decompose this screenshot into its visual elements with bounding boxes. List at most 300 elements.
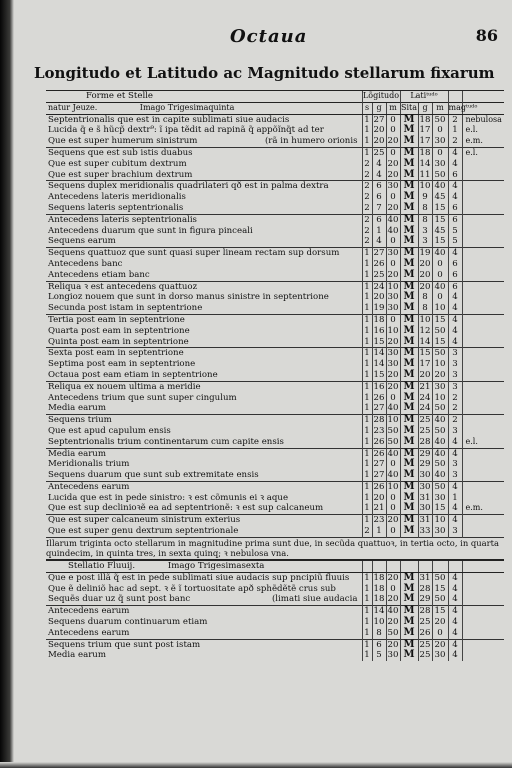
lat-direction-cell: M xyxy=(400,303,418,314)
lat-minute-cell: 10 xyxy=(432,303,448,314)
long-minute-cell: 40 xyxy=(387,606,399,617)
long-degree-cell: 6 xyxy=(372,214,386,225)
long-minute-cell: 10 xyxy=(387,325,399,336)
star-desc-text: Que est super cubitum dextrum xyxy=(48,158,187,169)
lat-minute-cell: 40 xyxy=(432,181,448,192)
note-cell: e.l. xyxy=(462,125,504,136)
long-degree-cell: 4 xyxy=(372,159,386,170)
magnitude-cell: 4 xyxy=(448,292,462,303)
magnitude-cell: 4 xyxy=(448,639,462,650)
star-description xyxy=(46,437,362,448)
signum-cell: 2 xyxy=(362,214,372,225)
table-row xyxy=(46,426,504,437)
table-row xyxy=(46,248,504,259)
star-description xyxy=(46,248,362,259)
magnitude-cell: 6 xyxy=(448,281,462,292)
note-cell xyxy=(462,259,504,270)
lat-degree-cell: 31 xyxy=(419,492,431,503)
star-desc-text: Lucida q̃ e s̃ hũcp̃ dextr⁹: ĩ ipa tẽdit ad rapinã q̃ appõĩnq̃t ad ter xyxy=(48,125,324,136)
lat-degree-cell: 29 xyxy=(419,594,431,605)
note-cell: e.m. xyxy=(462,136,504,147)
long-minute-cell: 20 xyxy=(387,381,399,392)
signum-cell: 1 xyxy=(362,270,372,281)
star-desc-text: Que est super humerum sinistrum xyxy=(48,136,198,147)
star-desc-text: Media earum xyxy=(48,650,106,661)
table-row xyxy=(46,481,504,492)
long-degree-cell: 4 xyxy=(372,236,386,247)
lat-degree-cell: 25 xyxy=(419,415,431,426)
magnitude-cell: 4 xyxy=(448,448,462,459)
long-minute-cell: 0 xyxy=(386,236,400,247)
star-description xyxy=(46,503,362,514)
table-row xyxy=(46,359,504,370)
star-description xyxy=(46,136,362,147)
magnitude-cell: 6 xyxy=(448,170,462,181)
lat-degree-cell: 14 xyxy=(419,336,431,347)
long-minute-cell: 40 xyxy=(387,214,399,225)
lat-direction-cell: M xyxy=(400,503,418,514)
star-description xyxy=(46,147,362,158)
signum-cell: 1 xyxy=(362,348,372,359)
lat-degree-cell: 14 xyxy=(419,158,431,169)
table-row xyxy=(46,403,504,414)
lat-minute-cell: 50 xyxy=(432,114,448,125)
magnitude-cell: 6 xyxy=(448,214,462,225)
lat-direction-cell: M xyxy=(400,192,418,203)
table-row xyxy=(46,493,504,504)
long-minute-cell: 30 xyxy=(387,650,399,661)
signum-cell: 1 xyxy=(362,314,372,325)
lat-degree-cell: 10 xyxy=(419,181,431,192)
book-page xyxy=(28,10,504,762)
star-desc-text: Que est super calcaneum sinistrum exterius xyxy=(48,515,241,526)
lat-direction-cell: M xyxy=(400,214,418,225)
lat-minute-cell: 30 xyxy=(432,136,448,147)
magnitude-cell: 2 xyxy=(448,415,462,426)
star-description xyxy=(46,493,362,504)
lat-degree-cell: 30 xyxy=(419,503,431,514)
long-degree-cell: 26 xyxy=(373,448,385,459)
star-desc-text: Quarta post eam in septentrione xyxy=(48,325,190,336)
magnitude-cell: 6 xyxy=(448,203,462,214)
magnitude-cell: 3 xyxy=(448,348,462,359)
lat-direction-cell: M xyxy=(400,459,418,470)
note-cell xyxy=(462,192,504,203)
note-cell xyxy=(462,515,504,526)
lat-minute-cell: 50 xyxy=(432,170,448,181)
signum-cell: 1 xyxy=(362,594,372,605)
lat-degree-cell: 9 xyxy=(418,192,432,203)
star-description xyxy=(46,584,362,595)
star-desc-text: Septentrionalis que est in capite sublimati siue audacis xyxy=(48,114,290,125)
note-cell xyxy=(462,292,504,303)
lat-direction-cell: M xyxy=(400,393,418,404)
star-desc-text: Media earum xyxy=(48,448,106,459)
table-row xyxy=(46,459,504,470)
note-cell xyxy=(462,337,504,348)
long-minute-cell: 20 xyxy=(387,336,399,347)
lat-minute-cell: 50 xyxy=(432,326,448,337)
long-minute-cell: 40 xyxy=(387,448,399,459)
long-minute-cell: 50 xyxy=(387,627,399,638)
lat-minute-cell: 30 xyxy=(432,493,448,504)
long-degree-cell: 15 xyxy=(373,336,385,347)
table-title: Longitudo et Latitudo ac Magnitudo stellarum fixarum xyxy=(34,64,495,82)
lat-direction-cell: M xyxy=(400,515,418,526)
star-description xyxy=(46,572,362,583)
star-description xyxy=(46,314,362,325)
signum-cell: 1 xyxy=(362,448,372,459)
table-row xyxy=(46,606,504,617)
long-degree-cell: 16 xyxy=(373,381,385,392)
star-desc-text: Reliqua ex nouem ultima a meridie xyxy=(48,381,201,392)
long-degree-cell: 21 xyxy=(373,503,385,514)
scan-shadow-bottom xyxy=(0,762,512,768)
long-degree-cell: 18 xyxy=(373,583,385,594)
magnitude-cell: 2 xyxy=(448,114,462,125)
magnitude-cell: 3 xyxy=(448,526,462,537)
lat-minute-cell: 10 xyxy=(432,393,448,404)
magnitude-cell: 6 xyxy=(448,270,462,281)
table-row xyxy=(46,303,504,314)
long-minute-cell: 40 xyxy=(387,225,399,236)
note-cell: nebulosa xyxy=(462,114,504,125)
lat-direction-cell: M xyxy=(400,259,418,270)
star-desc-text: Sequens duarum que sunt sub extremitate ensis xyxy=(48,470,259,481)
note-cell xyxy=(462,303,504,314)
long-minute-cell: 30 xyxy=(387,248,399,259)
lat-degree-cell: 8 xyxy=(418,214,432,225)
star-description xyxy=(46,381,362,392)
summary-row xyxy=(46,537,504,560)
magnitude-cell: 4 xyxy=(448,572,462,583)
long-degree-cell: 18 xyxy=(373,594,385,605)
star-desc-text: Secunda post istam in septentrione xyxy=(48,303,203,314)
table-row xyxy=(46,136,504,147)
lat-degree-cell: 26 xyxy=(419,627,431,638)
star-rows-2 xyxy=(46,572,504,661)
star-desc-text: Antecedens earum xyxy=(48,627,130,638)
figure-label: Imago Trigesimaquinta xyxy=(139,102,235,112)
lat-direction-cell: M xyxy=(400,437,418,448)
note-cell xyxy=(462,281,504,292)
col-s: s xyxy=(362,102,372,114)
magnitude-cell: 4 xyxy=(448,314,462,325)
long-degree-cell: 7 xyxy=(372,203,386,214)
star-description xyxy=(46,303,362,314)
signum-cell: 1 xyxy=(362,415,372,426)
signum-cell: 2 xyxy=(362,170,372,181)
star-description xyxy=(46,515,362,526)
forme-label: Forme et Stelle xyxy=(46,91,362,103)
signum-cell: 1 xyxy=(362,617,372,628)
lat-minute-cell: 0 xyxy=(432,259,448,270)
star-desc-text: Antecedens banc xyxy=(48,258,123,269)
table-row xyxy=(46,628,504,639)
long-minute-cell: 20 xyxy=(387,269,399,280)
lat-direction-cell: M xyxy=(400,147,418,158)
long-degree-cell: 28 xyxy=(373,415,385,426)
long-degree-cell: 20 xyxy=(373,125,385,136)
note-cell xyxy=(462,572,504,583)
long-minute-cell: 40 xyxy=(387,470,399,481)
long-minute-cell: 10 xyxy=(387,415,399,426)
lat-minute-cell: 30 xyxy=(432,159,448,170)
lat-minute-cell: 15 xyxy=(432,314,448,325)
lat-minute-cell: 50 xyxy=(432,481,448,492)
star-desc-text: Antecedens lateris meridionalis xyxy=(48,192,186,203)
star-description xyxy=(46,426,362,437)
note-cell xyxy=(462,203,504,214)
star-description xyxy=(46,628,362,639)
star-description xyxy=(46,292,362,303)
long-degree-cell: 20 xyxy=(373,492,385,503)
lat-degree-cell: 33 xyxy=(419,526,431,537)
table-row xyxy=(46,617,504,628)
lat-minute-cell: 0 xyxy=(432,147,448,158)
magnitude-cell: 3 xyxy=(448,381,462,392)
summary-text: Illarum triginta octo stellarum in magnitudine prima sunt due, in secũda quattuoꝛ, in tertia octo, in quarta quindecim, in quinta tres, in sexta quinq; ꝛ nebulosa vna. xyxy=(46,537,504,560)
long-degree-cell: 25 xyxy=(373,147,385,158)
lat-minute-cell: 40 xyxy=(432,448,448,459)
table-row xyxy=(46,348,504,359)
scan-shadow xyxy=(0,0,14,768)
star-description xyxy=(46,639,362,650)
table-header-row-1 xyxy=(46,91,504,103)
signum-cell: 1 xyxy=(362,606,372,617)
star-description xyxy=(46,470,362,481)
table-row xyxy=(46,236,504,247)
lat-direction-cell: M xyxy=(400,136,418,147)
long-minute-cell: 30 xyxy=(387,292,399,303)
lat-minute-cell: 10 xyxy=(432,359,448,370)
lat-minute-cell: 40 xyxy=(432,248,448,259)
star-desc-text: Reliqua ꝛ est antecedens quattuoz xyxy=(48,281,198,292)
long-degree-cell: 8 xyxy=(372,628,386,639)
star-desc-text: Antecedens earum xyxy=(48,481,130,492)
magnitude-cell: 4 xyxy=(448,606,462,617)
table-header-row-2 xyxy=(46,102,504,114)
lat-degree-cell: 8 xyxy=(418,292,432,303)
magnitude-cell: 4 xyxy=(448,628,462,639)
col-mag: magᵗᵘᵈᵒ xyxy=(448,102,462,114)
lat-degree-cell: 25 xyxy=(419,639,431,650)
lat-direction-cell: M xyxy=(400,370,418,381)
signum-cell: 1 xyxy=(362,337,372,348)
section2-title: Stellatio Fluuij. xyxy=(68,561,136,572)
note-cell xyxy=(462,381,504,392)
magnitude-cell: 1 xyxy=(448,125,462,136)
long-degree-cell: 27 xyxy=(373,403,385,414)
lat-direction-cell: M xyxy=(400,181,418,192)
table-row xyxy=(46,203,504,214)
long-minute-cell: 40 xyxy=(387,403,399,414)
long-degree-cell: 14 xyxy=(373,348,385,359)
lat-minute-cell: 15 xyxy=(432,606,448,617)
lat-minute-cell: 0 xyxy=(432,270,448,281)
running-head xyxy=(28,10,504,46)
magnitude-cell: 6 xyxy=(448,259,462,270)
note-cell: e.l. xyxy=(462,147,504,158)
lat-degree-cell: 30 xyxy=(419,470,431,481)
lat-minute-cell: 50 xyxy=(432,426,448,437)
magnitude-cell: 4 xyxy=(448,515,462,526)
long-minute-cell: 20 xyxy=(387,572,399,583)
lat-direction-cell: M xyxy=(400,572,418,583)
table-row xyxy=(46,114,504,125)
lat-direction-cell: M xyxy=(400,292,418,303)
star-desc-text: Sequens trium que sunt post istam xyxy=(48,639,201,650)
long-degree-cell: 26 xyxy=(373,436,385,447)
magnitude-cell: 4 xyxy=(448,594,462,605)
star-description xyxy=(46,594,362,605)
signum-cell: 1 xyxy=(362,437,372,448)
lat-direction-cell: M xyxy=(400,359,418,370)
signum-cell: 1 xyxy=(362,370,372,381)
col-g: g xyxy=(372,102,386,114)
note-cell xyxy=(462,493,504,504)
star-description xyxy=(46,236,362,247)
star-description xyxy=(46,114,362,125)
long-minute-cell: 20 xyxy=(387,169,399,180)
lat-direction-cell: M xyxy=(400,170,418,181)
signum-cell: 1 xyxy=(362,393,372,404)
long-degree-cell: 23 xyxy=(373,515,385,526)
lat-direction-cell: M xyxy=(400,226,418,237)
signum-cell: 2 xyxy=(362,159,372,170)
lat-minute-cell: 50 xyxy=(432,348,448,359)
star-desc-text: Sexta post eam in septentrione xyxy=(48,348,184,359)
long-degree-cell: 10 xyxy=(373,617,385,628)
lat-minute-cell: 20 xyxy=(432,370,448,381)
long-degree-cell: 18 xyxy=(373,314,385,325)
star-description xyxy=(46,481,362,492)
lat-degree-cell: 31 xyxy=(419,515,431,526)
note-cell xyxy=(462,470,504,481)
table-row xyxy=(46,650,504,661)
note-cell xyxy=(462,248,504,259)
star-description xyxy=(46,348,362,359)
lat-direction-cell: M xyxy=(400,594,418,605)
signum-cell: 1 xyxy=(362,459,372,470)
long-minute-cell: 30 xyxy=(387,348,399,359)
long-minute-cell: 20 xyxy=(387,594,399,605)
star-desc-text: Que est super brachium dextrum xyxy=(48,169,193,180)
star-desc-text: Sequens que est sub istis duabus xyxy=(48,147,193,158)
lat-minute-cell: 15 xyxy=(432,214,448,225)
lat-direction-cell: M xyxy=(400,403,418,414)
magnitude-cell: 3 xyxy=(448,470,462,481)
long-degree-cell: 6 xyxy=(372,639,386,650)
table-row xyxy=(46,448,504,459)
magnitude-cell: 4 xyxy=(448,337,462,348)
lat-direction-cell: M xyxy=(400,381,418,392)
long-minute-cell: 0 xyxy=(386,584,400,595)
lat-minute-cell: 40 xyxy=(432,437,448,448)
star-rows xyxy=(46,114,504,537)
long-degree-cell: 20 xyxy=(373,292,385,303)
star-description xyxy=(46,370,362,381)
lat-minute-cell: 30 xyxy=(432,650,448,661)
star-desc-text: Antecedens duarum que sunt in figura pinceali xyxy=(48,225,253,236)
signum-cell: 1 xyxy=(362,628,372,639)
lat-degree-cell: 15 xyxy=(419,348,431,359)
table-row xyxy=(46,159,504,170)
star-desc-text: Tertia post eam in septentrione xyxy=(48,314,185,325)
star-desc-text: Que est sup declinioꝛẽ ea ad septentrionẽ: ꝛ est sup calcaneum xyxy=(48,503,324,514)
long-degree-cell: 27 xyxy=(373,114,385,125)
table-row xyxy=(46,381,504,392)
lat-direction-cell: M xyxy=(400,348,418,359)
table-row xyxy=(46,437,504,448)
star-description xyxy=(46,393,362,404)
lat-minute-cell: 40 xyxy=(432,281,448,292)
star-desc-text: Media earum xyxy=(48,403,106,414)
table-row xyxy=(46,503,504,514)
lat-degree-cell: 28 xyxy=(419,583,431,594)
table-row xyxy=(46,337,504,348)
table-row xyxy=(46,192,504,203)
star-desc-text: Antecedens earum xyxy=(48,606,130,617)
magnitude-cell: 3 xyxy=(448,370,462,381)
magnitude-cell: 5 xyxy=(448,226,462,237)
lat-degree-cell: 17 xyxy=(419,125,431,136)
lat-direction-cell: M xyxy=(400,493,418,504)
lat-direction-cell: M xyxy=(400,337,418,348)
table-row xyxy=(46,572,504,583)
lat-direction-cell: M xyxy=(400,481,418,492)
long-minute-cell: 20 xyxy=(387,158,399,169)
note-cell xyxy=(462,326,504,337)
signum-cell: 1 xyxy=(362,147,372,158)
star-description xyxy=(46,459,362,470)
note-cell xyxy=(462,584,504,595)
note-cell: e.m. xyxy=(462,503,504,514)
lat-direction-cell: M xyxy=(400,281,418,292)
table-row xyxy=(46,147,504,158)
star-desc-text: Meridionalis trium xyxy=(48,459,130,470)
table-row xyxy=(46,270,504,281)
section2-header xyxy=(46,560,504,572)
lat-degree-cell: 29 xyxy=(419,448,431,459)
lat-degree-cell: 11 xyxy=(419,169,431,180)
lat-degree-cell: 24 xyxy=(419,403,431,414)
long-minute-cell: 30 xyxy=(387,359,399,370)
long-minute-cell: 20 xyxy=(387,369,399,380)
note-cell xyxy=(462,650,504,661)
lat-direction-cell: M xyxy=(400,236,418,247)
long-degree-cell: 19 xyxy=(373,303,385,314)
lat-degree-cell: 10 xyxy=(419,314,431,325)
lat-minute-cell: 20 xyxy=(432,639,448,650)
note-cell xyxy=(462,526,504,537)
table-row xyxy=(46,226,504,237)
lat-degree-cell: 28 xyxy=(419,436,431,447)
signum-cell: 1 xyxy=(362,639,372,650)
lat-direction-cell: M xyxy=(400,448,418,459)
note-cell xyxy=(462,415,504,426)
star-desc-text: Antecedens etiam banc xyxy=(48,269,150,280)
star-desc-text: Que est apud capulum ensis xyxy=(48,425,171,436)
star-desc-text: Que ẽ deliniõ hac ad sept. ꝛ ẽ ĩ tortuositate apð sphẽdẽtẽ crus sub xyxy=(48,583,336,594)
long-degree-cell: 14 xyxy=(373,606,385,617)
star-desc-text: Que est super genu dextrum septentrionale xyxy=(48,526,239,537)
col-m: m xyxy=(386,102,400,114)
lat-minute-cell: 0 xyxy=(432,628,448,639)
lat-degree-cell: 12 xyxy=(419,325,431,336)
signum-cell: 1 xyxy=(362,503,372,514)
note-cell xyxy=(462,181,504,192)
